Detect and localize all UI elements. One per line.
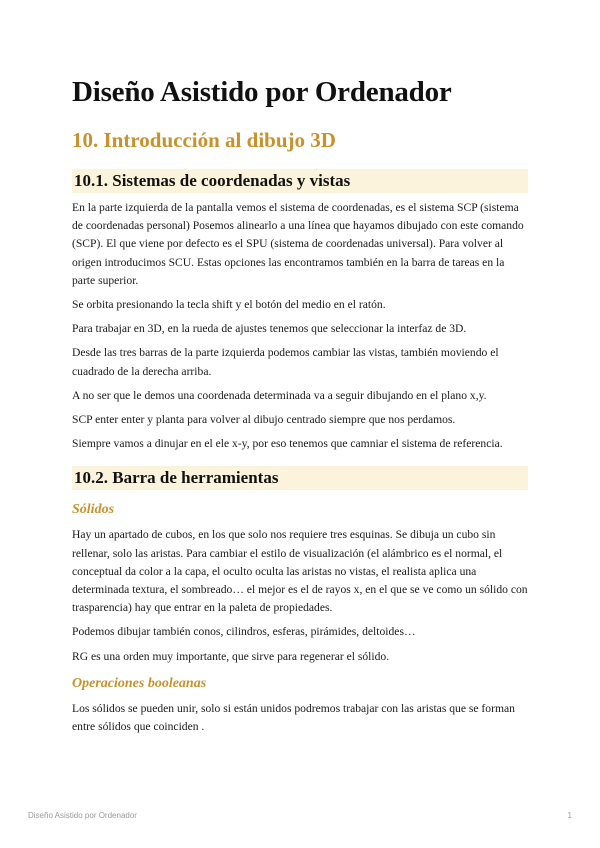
- paragraph: RG es una orden muy importante, que sirve para regenerar el sólido.: [72, 649, 390, 663]
- page-number: 1: [567, 811, 572, 820]
- paragraph: En la parte izquierda de la pantalla vemos el sistema de coordenadas, es el sistema SCP (sistema de coordenadas personal) Posemos alinearlo a una línea que hayamos dibujado con este comando (SCP). El que viene por defecto es el SPU (sistema de coordenadas universal). Para volver al origen introducimos SCU. Estas opciones las encontramos también en la barra de tareas en la parte superior.: [72, 201, 524, 287]
- paragraph: Se orbita presionando la tecla shift y el botón del medio en el ratón.: [72, 298, 386, 312]
- paragraph: SCP enter enter y planta para volver al dibujo centrado siempre que nos perdamos.: [72, 413, 456, 427]
- paragraph: Desde las tres barras de la parte izquierda podemos cambiar las vistas, también moviendo el cuadrado de la derecha arriba.: [72, 346, 499, 378]
- paragraph: Para trabajar en 3D, en la rueda de ajustes tenemos que seleccionar la interfaz de 3D.: [72, 322, 467, 336]
- chapter-heading: 10. Introducción al dibujo 3D: [72, 128, 336, 152]
- subsection-heading-solids: Sólidos: [72, 502, 115, 518]
- paragraph: Hay un apartado de cubos, en los que solo nos requiere tres esquinas. Se dibuja un cubo sin rellenar, solo las aristas. Para cambiar el estilo de visualización (el alámbrico es el normal, el conceptual da color a la capa, el oculto oculta las aristas no vistas, el realista aplica una determinada textura, el sombreado… el mejor es el de rayos x, en el que se ve como un sólido con trasparencia) hay que entrar en la paleta de propiedades.: [72, 528, 528, 615]
- subsection-heading-boolean-operations: Operaciones booleanas: [72, 675, 207, 691]
- paragraph: Podemos dibujar también conos, cilindros, esferas, pirámides, deltoides…: [72, 625, 416, 639]
- footer-title: Diseño Asistido por Ordenador: [28, 811, 137, 820]
- section-heading-coordinates: 10.1. Sistemas de coordenadas y vistas: [72, 169, 528, 193]
- section-heading-toolbar: 10.2. Barra de herramientas: [72, 466, 528, 490]
- paragraph: Los sólidos se pueden unir, solo si están unidos podremos trabajar con las aristas que se forman entre sólidos que coinciden .: [72, 701, 515, 734]
- paragraph: A no ser que le demos una coordenada determinada va a seguir dibujando en el plano x,y.: [72, 388, 487, 402]
- paragraph: Siempre vamos a dinujar en el ele x-y, por eso tenemos que camniar el sistema de referencia.: [72, 437, 503, 451]
- document-title: Diseño Asistido por Ordenador: [72, 76, 452, 108]
- document-page: [72, 72, 528, 736]
